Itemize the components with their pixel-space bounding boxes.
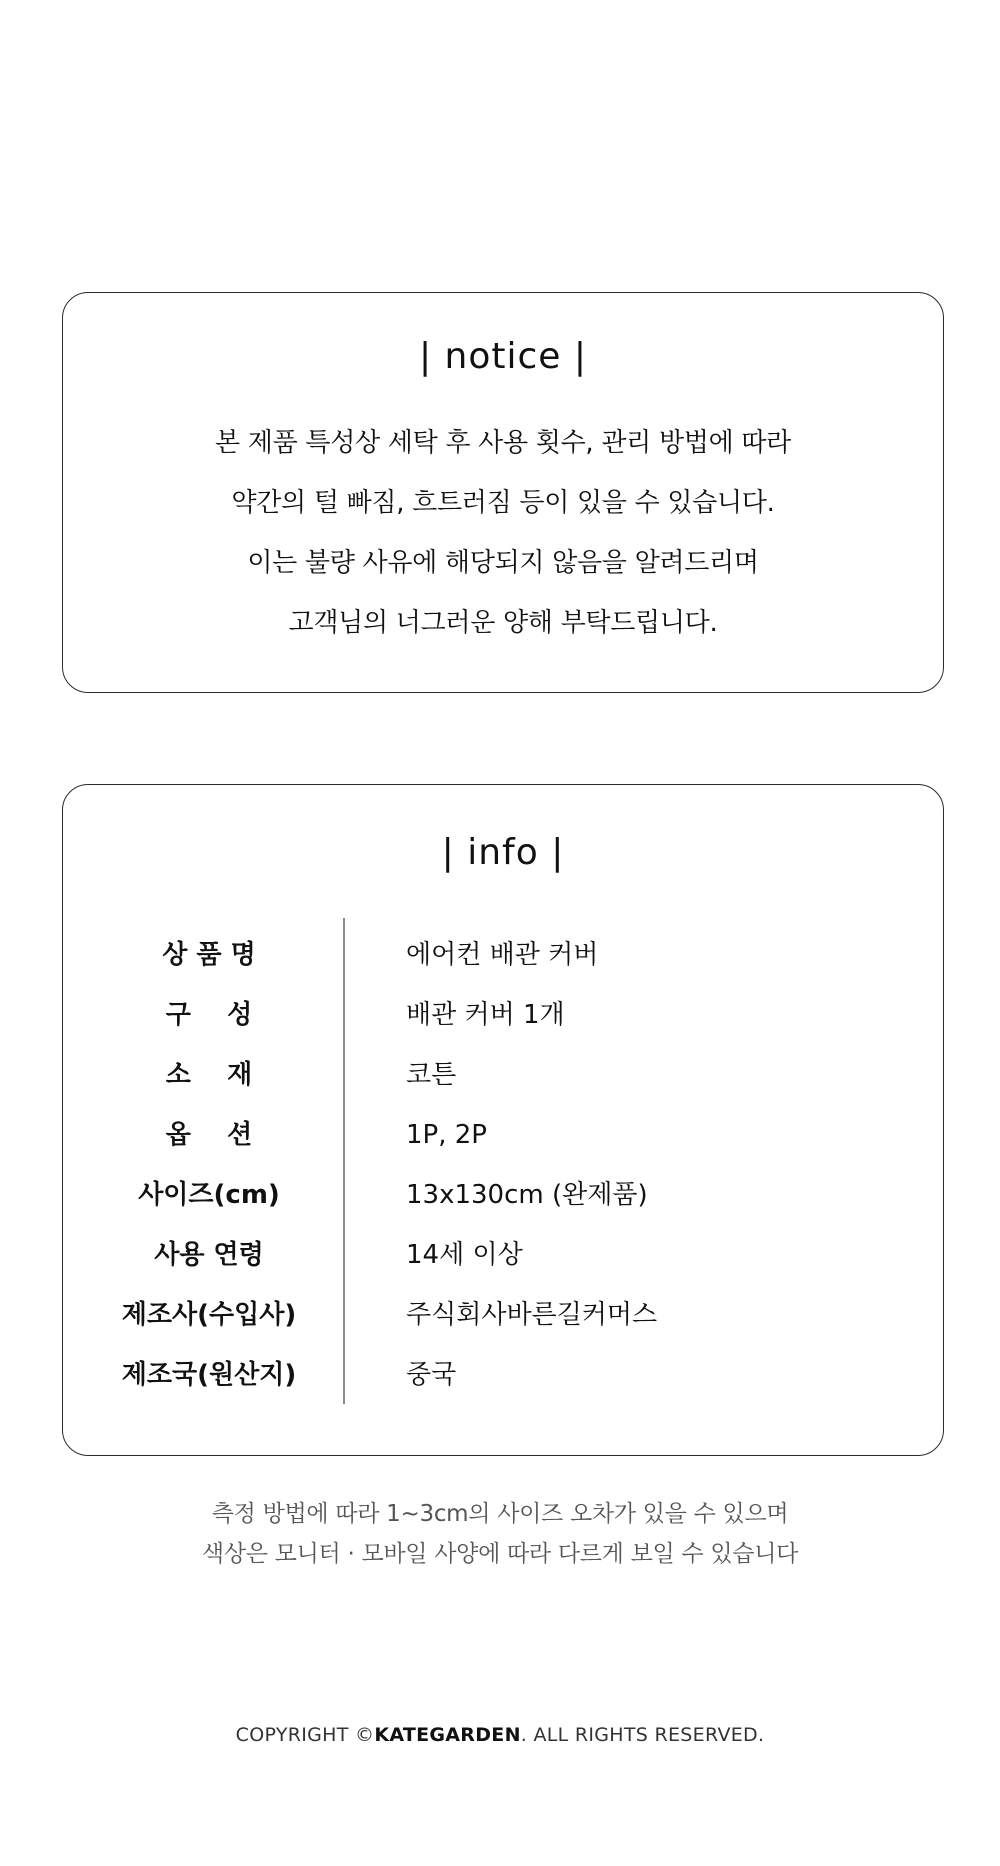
info-label: 제조국(원산지): [121, 1360, 297, 1390]
info-label: 사이즈(cm): [138, 1180, 280, 1210]
info-value: 14세 이상: [406, 1240, 523, 1270]
footnote-line: 측정 방법에 따라 1~3cm의 사이즈 오차가 있을 수 있으며: [211, 1501, 789, 1527]
info-row-option: [63, 1105, 943, 1165]
notice-line: 본 제품 특성상 세탁 후 사용 횟수, 관리 방법에 따라: [215, 428, 791, 458]
info-value: 1P, 2P: [406, 1120, 487, 1150]
info-value: 중국: [406, 1360, 457, 1390]
info-table: [63, 925, 943, 1405]
info-row-age: [63, 1225, 943, 1285]
info-label: 사용 연령: [154, 1240, 264, 1270]
notice-line: 이는 불량 사유에 해당되지 않음을 알려드리며: [247, 548, 759, 578]
info-value: 13x130cm (완제품): [406, 1180, 648, 1210]
info-label: 구 성: [165, 1000, 253, 1030]
info-value: 배관 커버 1개: [406, 1000, 565, 1030]
footnote-line: 색상은 모니터 · 모바일 사양에 따라 다르게 보일 수 있습니다: [201, 1541, 799, 1567]
info-label: 제조사(수입사): [121, 1300, 297, 1330]
copyright-footer: [0, 1724, 1000, 1746]
notice-line: 고객님의 너그러운 양해 부탁드립니다.: [288, 608, 718, 638]
info-row-composition: [63, 985, 943, 1045]
info-title: | info |: [441, 832, 565, 873]
copyright-suffix: . ALL RIGHTS RESERVED.: [520, 1724, 765, 1746]
info-label: 상 품 명: [162, 940, 256, 970]
brand-name: KATEGARDEN: [374, 1724, 521, 1746]
info-label: 소 재: [165, 1060, 253, 1090]
info-row-size: [63, 1165, 943, 1225]
info-box: [62, 784, 944, 1456]
size-color-disclaimer: [0, 1494, 1000, 1574]
info-row-material: [63, 1045, 943, 1105]
info-label: 옵 션: [165, 1120, 253, 1150]
notice-text: [63, 413, 943, 653]
info-value: 에어컨 배관 커버: [406, 940, 599, 970]
notice-line: 약간의 털 빠짐, 흐트러짐 등이 있을 수 있습니다.: [231, 488, 775, 518]
info-row-product-name: [63, 925, 943, 985]
info-row-origin: [63, 1345, 943, 1405]
info-row-manufacturer: [63, 1285, 943, 1345]
info-value: 주식회사바른길커머스: [406, 1300, 658, 1330]
notice-box: [62, 292, 944, 693]
info-value: 코튼: [406, 1060, 457, 1090]
copyright-prefix: COPYRIGHT ©: [235, 1724, 375, 1746]
notice-title: | notice |: [418, 336, 588, 377]
